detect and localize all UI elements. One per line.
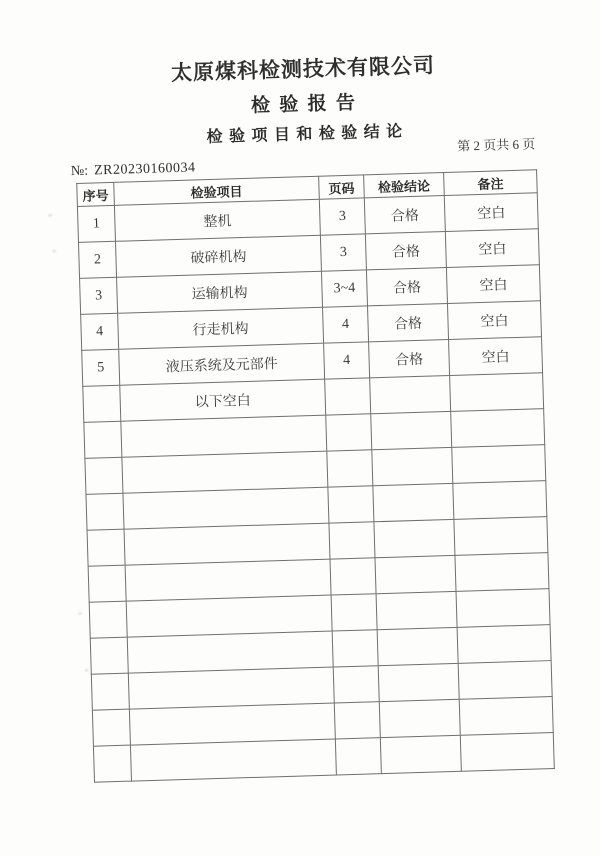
page-cell [334,702,380,739]
header-seq: 序号 [77,182,115,206]
item-cell [122,451,328,493]
remark-cell: 空白 [444,193,538,232]
seq-cell: 2 [78,241,116,278]
scan-speck [78,612,82,615]
seq-cell [87,529,125,566]
remark-cell [453,481,547,520]
seq-cell [83,385,121,422]
remark-cell [456,589,550,628]
result-cell [371,411,452,449]
page-cell [330,558,376,595]
result-cell [380,735,461,773]
item-cell [128,667,334,709]
result-cell [377,627,458,665]
item-cell [123,487,329,529]
remark-cell: 空白 [447,301,541,340]
report-title: 检 验 报 告 [250,92,358,117]
result-cell [370,375,451,413]
item-cell [130,739,336,781]
seq-cell: 5 [82,349,120,386]
report-no-value: ZR20230160034 [93,160,196,179]
result-cell: 合格 [369,339,450,377]
result-cell: 合格 [368,303,449,341]
seq-cell [93,745,131,782]
page-cell [329,522,375,559]
page-cell [327,450,373,487]
page-cell [326,414,372,451]
item-cell [129,703,335,745]
seq-cell [86,493,124,530]
scan-specks [0,0,586,10]
seq-cell: 3 [80,277,118,314]
result-cell: 合格 [366,268,447,306]
seq-cell [89,601,127,638]
header-item: 检验项目 [114,176,320,205]
table-body [77,193,554,782]
seq-cell [91,673,129,710]
section-title: 检 验 项 目 和 检 验 结 论 [206,123,404,147]
remark-cell [460,733,554,772]
seq-cell [92,709,130,746]
page-cell [332,630,378,667]
item-cell: 破碎机构 [115,235,321,277]
remark-cell [451,409,545,448]
result-cell [379,699,460,737]
remark-cell: 空白 [445,229,539,268]
result-cell: 合格 [364,196,445,234]
item-cell [127,631,333,673]
header-result: 检验结论 [364,173,445,198]
report-number [71,160,196,180]
header-remark: 备注 [444,170,538,196]
seq-cell: 1 [77,205,115,242]
result-cell [373,483,454,521]
page-indicator: 第 2 页共 6 页 [457,136,536,154]
remark-cell: 空白 [449,337,543,376]
result-cell [376,591,457,629]
remark-cell [459,697,553,736]
result-cell [372,447,453,485]
header-page: 页码 [319,175,365,199]
remark-cell [450,373,544,412]
inspection-table [76,169,555,782]
item-cell [121,415,327,457]
seq-cell [84,421,122,458]
page-cell [333,666,379,703]
remark-cell [457,625,551,664]
result-cell [375,555,456,593]
page-cell [335,738,381,775]
remark-cell [455,553,549,592]
remark-cell [458,661,552,700]
page-cell: 3~4 [321,270,367,307]
item-cell: 液压系统及元部件 [119,343,325,385]
remark-cell: 空白 [446,265,540,304]
item-cell [124,523,330,565]
scan-speck [85,669,89,672]
item-cell: 运输机构 [117,271,323,313]
item-cell [125,559,331,601]
seq-cell: 4 [81,313,119,350]
result-cell [374,519,455,557]
item-cell [126,595,332,637]
seq-cell [85,457,123,494]
remark-cell [454,517,548,556]
seq-cell [88,565,126,602]
scan-speck [52,250,56,253]
result-cell [378,663,459,701]
item-cell: 整机 [114,199,320,241]
page-cell: 3 [320,234,366,271]
item-cell: 行走机构 [118,307,324,349]
report-no-label: №: [70,163,89,180]
page-cell: 3 [319,198,365,235]
result-cell: 合格 [365,232,446,270]
page-cell: 4 [324,342,370,379]
company-name: 太原煤科检测技术有限公司 [170,53,436,86]
item-cell: 以下空白 [120,379,326,421]
page-cell [331,594,377,631]
seq-cell [90,637,128,674]
page-cell [325,378,371,415]
remark-cell [452,445,546,484]
page-cell: 4 [323,306,369,343]
scan-speck [48,214,52,217]
page-cell [328,486,374,523]
